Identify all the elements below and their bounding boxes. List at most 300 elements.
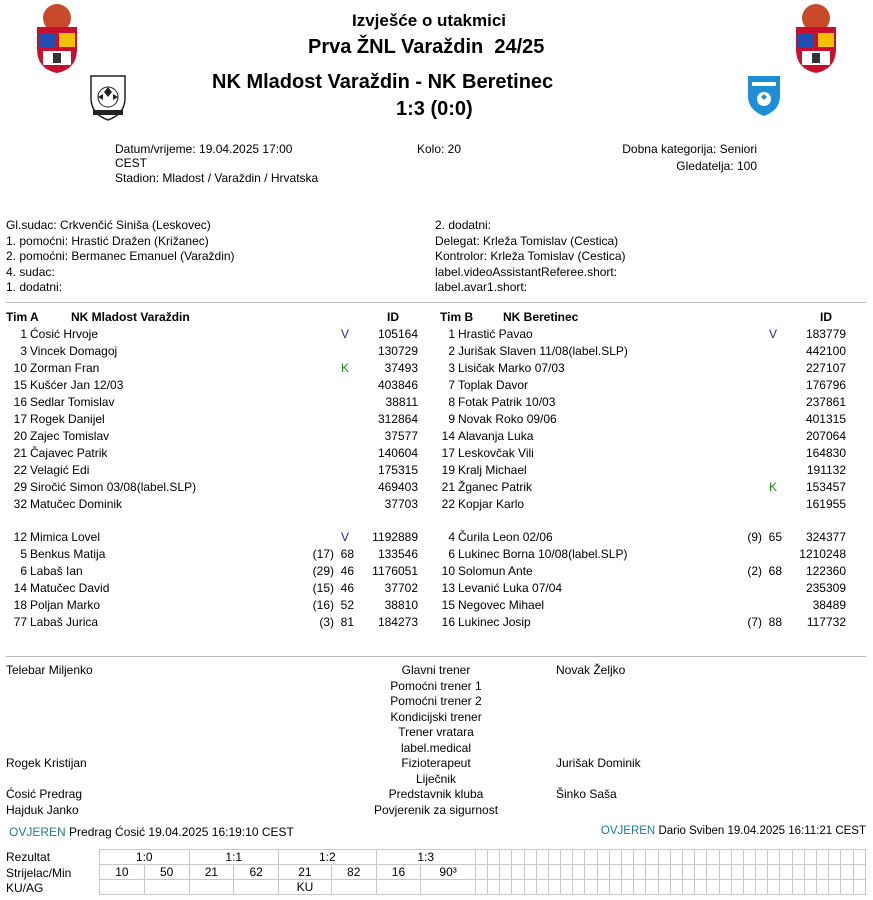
official-line: 1. pomoćni: Hrastić Dražen (Križanec) xyxy=(6,233,209,248)
player-row xyxy=(0,377,420,394)
player-number: 9 xyxy=(448,412,455,426)
empty-cell xyxy=(609,850,621,865)
sub-minute: 52 xyxy=(340,598,354,612)
player-number: 16 xyxy=(441,615,455,629)
staff-role: Kondicijski trener xyxy=(390,710,482,724)
player-row xyxy=(428,580,848,597)
official-line: label.videoAssistantReferee.short: xyxy=(435,264,618,279)
player-name: Leskovčak Vili xyxy=(458,446,534,460)
sub-for: (16) xyxy=(312,598,334,612)
player-id: 153457 xyxy=(805,480,846,494)
result-cell: 1:2 xyxy=(279,850,377,865)
result-cell: 1:1 xyxy=(189,850,279,865)
player-id: 164830 xyxy=(805,446,846,460)
beretinec-logo xyxy=(746,72,782,118)
sub-for: (17) xyxy=(312,547,334,561)
player-name: Labaš Jurica xyxy=(30,615,99,629)
empty-cell xyxy=(646,880,658,895)
player-number: 32 xyxy=(13,497,27,511)
player-number: 1 xyxy=(20,327,27,341)
empty-cell xyxy=(487,850,499,865)
player-id: 105164 xyxy=(377,327,418,341)
empty-cell xyxy=(573,880,585,895)
match-datetime: Datum/vrijeme: 19.04.2025 17:00 xyxy=(115,142,293,156)
empty-cell xyxy=(597,880,609,895)
spectators: Gledatelja: 100 xyxy=(676,159,757,173)
empty-cell xyxy=(524,865,536,880)
player-id: 133546 xyxy=(377,547,418,561)
player-name: Vincek Domagoj xyxy=(30,344,118,358)
sub-minute: 88 xyxy=(768,615,782,629)
empty-cell xyxy=(731,850,743,865)
player-number: 14 xyxy=(13,581,27,595)
empty-cell xyxy=(670,880,682,895)
player-name: Ćosić Hrvoje xyxy=(30,327,99,341)
mladost-logo xyxy=(87,70,129,122)
team-b-id-header: ID xyxy=(820,310,832,324)
empty-cell xyxy=(500,880,512,895)
player-name: Hrastić Pavao xyxy=(458,327,533,341)
player-id: 403846 xyxy=(377,378,418,392)
empty-cell xyxy=(561,850,573,865)
empty-cell xyxy=(634,880,646,895)
empty-cell xyxy=(487,865,499,880)
sub-for: (3) xyxy=(319,615,334,629)
empty-cell xyxy=(670,865,682,880)
team-a-label: Tim A xyxy=(6,310,39,324)
goalkeeper-badge: V xyxy=(341,530,350,544)
sub-minute: 46 xyxy=(340,581,354,595)
official-line: 1. dodatni: xyxy=(6,280,63,294)
empty-cell xyxy=(841,865,853,880)
player-number: 1 xyxy=(448,327,455,341)
player-number: 10 xyxy=(441,564,455,578)
player-number: 6 xyxy=(448,547,455,561)
player-row xyxy=(0,428,420,445)
empty-cell xyxy=(548,865,560,880)
official-line: label.avar1.short: xyxy=(435,280,528,294)
empty-cell xyxy=(743,880,755,895)
empty-cell xyxy=(707,880,719,895)
official-line: Delegat: Krleža Tomislav (Cestica) xyxy=(435,233,619,248)
goalkeeper-badge: V xyxy=(341,327,350,341)
player-name: Negovec Mihael xyxy=(458,598,545,612)
player-row xyxy=(428,462,848,479)
player-number: 3 xyxy=(448,361,455,375)
empty-cell xyxy=(487,880,499,895)
empty-cell xyxy=(585,850,597,865)
empty-cell xyxy=(707,850,719,865)
player-number: 22 xyxy=(441,497,455,511)
player-name: Čurila Leon 02/06 xyxy=(458,530,553,544)
staff-role: Predstavnik kluba xyxy=(388,787,484,801)
player-number: 20 xyxy=(13,429,27,443)
scorer-cell: 10 xyxy=(100,865,145,880)
match-round: Kolo: 20 xyxy=(417,142,462,156)
player-name: Novak Roko 09/06 xyxy=(458,412,557,426)
player-number: 15 xyxy=(13,378,27,392)
player-row xyxy=(428,326,848,343)
player-id: 324377 xyxy=(805,530,846,544)
empty-cell xyxy=(561,865,573,880)
team-a-id-header: ID xyxy=(387,310,399,324)
player-row xyxy=(428,428,848,445)
empty-cell xyxy=(634,850,646,865)
player-id: 38811 xyxy=(385,395,418,409)
sub-minute: 68 xyxy=(768,564,782,578)
staff-team-a: Telebar Miljenko xyxy=(6,663,93,677)
scorer-cell: 62 xyxy=(234,865,279,880)
empty-cell xyxy=(817,865,829,880)
scoreline-results-row xyxy=(100,850,866,865)
player-row xyxy=(0,411,420,428)
player-name: Lisičak Marko 07/03 xyxy=(458,361,565,375)
empty-cell xyxy=(853,880,865,895)
player-number: 19 xyxy=(441,463,455,477)
player-name: Alavanja Luka xyxy=(458,429,534,443)
empty-cell xyxy=(780,880,792,895)
empty-cell xyxy=(768,880,780,895)
scoreline-label-scorer: Strijelac/Min xyxy=(6,866,72,880)
empty-cell xyxy=(609,880,621,895)
ku-cell xyxy=(100,880,145,895)
player-name: Fotak Patrik 10/03 xyxy=(458,395,556,409)
competition-title: Prva ŽNL Varaždin 24/25 xyxy=(308,36,545,58)
player-id: 176796 xyxy=(805,378,846,392)
scorer-cell: 90³ xyxy=(421,865,475,880)
player-id: 183779 xyxy=(805,327,846,341)
player-id: 469403 xyxy=(377,480,418,494)
empty-cell xyxy=(536,850,548,865)
empty-cell xyxy=(670,850,682,865)
empty-cell xyxy=(622,865,634,880)
scorer-cell: 16 xyxy=(376,865,421,880)
empty-cell xyxy=(756,880,768,895)
staff-role: Fizioterapeut xyxy=(401,756,471,770)
staff-role: Glavni trener xyxy=(401,663,471,677)
sub-minute: 46 xyxy=(340,564,354,578)
sub-minute: 81 xyxy=(340,615,354,629)
sub-for: (15) xyxy=(312,581,334,595)
empty-cell xyxy=(719,880,731,895)
team-b-name: NK Beretinec xyxy=(503,310,579,324)
player-row xyxy=(428,546,848,563)
match-timezone: CEST xyxy=(115,156,148,170)
empty-cell xyxy=(768,850,780,865)
empty-cell xyxy=(622,850,634,865)
player-id: 161955 xyxy=(805,497,846,511)
ku-cell xyxy=(189,880,234,895)
player-name: Žganec Patrik xyxy=(458,480,533,494)
player-number: 6 xyxy=(20,564,27,578)
empty-cell xyxy=(829,865,841,880)
empty-cell xyxy=(548,850,560,865)
empty-cell xyxy=(658,880,670,895)
empty-cell xyxy=(500,865,512,880)
sub-for: (7) xyxy=(747,615,762,629)
goalkeeper-badge: V xyxy=(769,327,778,341)
player-name: Kopjar Karlo xyxy=(458,497,525,511)
player-id: 227107 xyxy=(805,361,846,375)
empty-cell xyxy=(475,880,487,895)
empty-cell xyxy=(682,850,694,865)
empty-cell xyxy=(658,865,670,880)
player-name: Siročić Simon 03/08(label.SLP) xyxy=(30,480,197,494)
ku-cell xyxy=(376,880,421,895)
player-row xyxy=(0,479,420,496)
empty-cell xyxy=(743,850,755,865)
verified-by-right: Dario Sviben 19.04.2025 16:11:21 CEST xyxy=(658,825,866,837)
player-number: 21 xyxy=(13,446,27,460)
staff-role: label.medical xyxy=(400,741,472,755)
player-row xyxy=(0,563,420,580)
player-id: 235309 xyxy=(805,581,846,595)
player-name: Velagić Edi xyxy=(30,463,90,477)
empty-cell xyxy=(804,850,816,865)
match-stadium: Stadion: Mladost / Varaždin / Hrvatska xyxy=(115,171,319,185)
player-number: 12 xyxy=(13,530,27,544)
player-name: Kušćer Jan 12/03 xyxy=(30,378,124,392)
empty-cell xyxy=(695,880,707,895)
player-number: 5 xyxy=(20,547,27,561)
player-id: 1192889 xyxy=(372,530,418,544)
player-name: Zajec Tomislav xyxy=(30,429,110,443)
player-row xyxy=(428,360,848,377)
empty-cell xyxy=(756,865,768,880)
player-number: 77 xyxy=(13,615,27,629)
player-number: 17 xyxy=(13,412,27,426)
player-row xyxy=(0,597,420,614)
empty-cell xyxy=(475,865,487,880)
player-id: 38489 xyxy=(812,598,846,612)
player-number: 2 xyxy=(448,344,455,358)
empty-cell xyxy=(597,865,609,880)
ku-cell xyxy=(331,880,376,895)
result-cell: 1:3 xyxy=(376,850,475,865)
empty-cell xyxy=(792,880,804,895)
player-id: 442100 xyxy=(805,344,846,358)
verified-status-right: OVJEREN xyxy=(600,825,656,837)
empty-cell xyxy=(585,880,597,895)
player-name: Toplak Davor xyxy=(458,378,529,392)
sub-for: (2) xyxy=(747,564,762,578)
empty-cell xyxy=(780,850,792,865)
player-name: Sedlar Tomislav xyxy=(30,395,115,409)
player-id: 1176051 xyxy=(372,564,418,578)
empty-cell xyxy=(829,880,841,895)
scorer-cell: 21 xyxy=(279,865,332,880)
county-crest-left xyxy=(29,3,85,75)
player-row xyxy=(0,394,420,411)
player-id: 191132 xyxy=(806,463,846,477)
scorer-cell: 50 xyxy=(144,865,189,880)
empty-cell xyxy=(817,880,829,895)
empty-cell xyxy=(573,850,585,865)
empty-cell xyxy=(658,850,670,865)
empty-cell xyxy=(512,865,524,880)
empty-cell xyxy=(743,865,755,880)
player-name: Jurišak Slaven 11/08(label.SLP) xyxy=(458,344,628,358)
divider xyxy=(6,656,866,657)
team-a-name: NK Mladost Varaždin xyxy=(71,310,190,324)
player-row xyxy=(0,343,420,360)
player-number: 16 xyxy=(13,395,27,409)
empty-cell xyxy=(682,880,694,895)
player-number: 3 xyxy=(20,344,27,358)
staff-role: Liječnik xyxy=(415,772,457,786)
player-id: 207064 xyxy=(805,429,846,443)
staff-team-b: Jurišak Dominik xyxy=(556,756,641,770)
scoreline-label-ku: KU/AG xyxy=(6,881,44,895)
player-name: Levanić Luka 07/04 xyxy=(458,581,563,595)
captain-badge: K xyxy=(769,480,778,494)
staff-team-a: Ćosić Predrag xyxy=(6,787,83,801)
empty-cell xyxy=(756,850,768,865)
player-row xyxy=(428,479,848,496)
match-title: NK Mladost Varaždin - NK Beretinec xyxy=(212,71,554,93)
player-row xyxy=(428,377,848,394)
player-number: 29 xyxy=(13,480,27,494)
empty-cell xyxy=(817,850,829,865)
empty-cell xyxy=(561,880,573,895)
sub-for: (29) xyxy=(312,564,334,578)
official-line: Gl.sudac: Crkvenčić Siniša (Leskovec) xyxy=(6,218,211,232)
ku-cell xyxy=(421,880,475,895)
player-id: 122360 xyxy=(805,564,846,578)
staff-role: Povjerenik za sigurnost xyxy=(373,803,499,817)
empty-cell xyxy=(731,880,743,895)
empty-cell xyxy=(853,865,865,880)
staff-team-a: Hajduk Janko xyxy=(6,803,79,817)
player-id: 1210248 xyxy=(799,547,846,561)
staff-team-b: Novak Željko xyxy=(556,663,626,677)
empty-cell xyxy=(536,880,548,895)
empty-cell xyxy=(731,865,743,880)
player-name: Čajavec Patrik xyxy=(30,446,108,460)
ku-cell xyxy=(144,880,189,895)
player-row xyxy=(428,496,848,513)
player-row xyxy=(0,546,420,563)
player-row xyxy=(0,326,420,343)
empty-cell xyxy=(682,865,694,880)
empty-cell xyxy=(719,865,731,880)
player-id: 37493 xyxy=(384,361,418,375)
scoreline-label-result: Rezultat xyxy=(6,850,51,864)
empty-cell xyxy=(829,850,841,865)
empty-cell xyxy=(792,850,804,865)
verification-left xyxy=(9,825,294,839)
player-row xyxy=(0,462,420,479)
player-row xyxy=(428,343,848,360)
player-row xyxy=(428,394,848,411)
empty-cell xyxy=(524,880,536,895)
player-row xyxy=(0,445,420,462)
player-name: Benkus Matija xyxy=(30,547,106,561)
player-id: 130729 xyxy=(377,344,418,358)
official-line: 2. dodatni: xyxy=(435,218,492,232)
empty-cell xyxy=(585,865,597,880)
player-number: 22 xyxy=(13,463,27,477)
empty-cell xyxy=(500,850,512,865)
empty-cell xyxy=(707,865,719,880)
scoreline-table xyxy=(99,849,866,895)
staff-role: Trener vratara xyxy=(398,725,474,739)
player-name: Lukinec Josip xyxy=(458,615,531,629)
player-name: Solomun Ante xyxy=(458,564,533,578)
player-name: Lukinec Borna 10/08(label.SLP) xyxy=(458,547,628,561)
match-score: 1:3 (0:0) xyxy=(396,98,473,120)
empty-cell xyxy=(695,865,707,880)
player-name: Matučec David xyxy=(30,581,110,595)
player-id: 312864 xyxy=(377,412,418,426)
scorer-cell: 82 xyxy=(331,865,376,880)
team-b-label: Tim B xyxy=(440,310,474,324)
empty-cell xyxy=(841,880,853,895)
report-title: Izvješće o utakmici xyxy=(352,11,507,30)
player-name: Mimica Lovel xyxy=(30,530,101,544)
player-row xyxy=(0,614,420,631)
empty-cell xyxy=(768,865,780,880)
sub-for: (9) xyxy=(747,530,762,544)
verification-right xyxy=(601,825,866,837)
empty-cell xyxy=(475,850,487,865)
staff-team-a: Rogek Kristijan xyxy=(6,756,87,770)
empty-cell xyxy=(597,850,609,865)
player-name: Rogek Danijel xyxy=(30,412,105,426)
age-category: Dobna kategorija: Seniori xyxy=(622,142,757,156)
player-number: 7 xyxy=(448,378,455,392)
player-number: 18 xyxy=(13,598,27,612)
player-name: Matučec Dominik xyxy=(30,497,123,511)
captain-badge: K xyxy=(341,361,350,375)
ku-cell: KU xyxy=(279,880,332,895)
empty-cell xyxy=(548,880,560,895)
official-line: 2. pomoćni: Bermanec Emanuel (Varaždin) xyxy=(6,249,235,263)
empty-cell xyxy=(853,850,865,865)
staff-team-b: Šinko Saša xyxy=(556,787,617,801)
player-name: Zorman Fran xyxy=(30,361,100,375)
verified-status-left: OVJEREN xyxy=(9,825,66,839)
player-row xyxy=(0,496,420,513)
player-name: Poljan Marko xyxy=(30,598,101,612)
official-line: 4. sudac: xyxy=(6,264,55,279)
player-id: 175315 xyxy=(377,463,418,477)
county-crest-right xyxy=(788,3,844,75)
empty-cell xyxy=(536,865,548,880)
player-name: Kralj Michael xyxy=(458,463,527,477)
empty-cell xyxy=(573,865,585,880)
empty-cell xyxy=(695,850,707,865)
player-id: 140604 xyxy=(377,446,418,460)
empty-cell xyxy=(512,850,524,865)
official-line: Kontrolor: Krleža Tomislav (Cestica) xyxy=(435,249,626,263)
staff-role: Pomoćni trener 1 xyxy=(390,679,482,693)
sub-minute: 68 xyxy=(340,547,354,561)
player-row xyxy=(0,529,420,546)
player-number: 14 xyxy=(441,429,455,443)
player-id: 37577 xyxy=(384,429,418,443)
divider xyxy=(6,302,866,303)
empty-cell xyxy=(804,865,816,880)
scoreline-ku-row xyxy=(100,880,866,895)
player-id: 237861 xyxy=(805,395,846,409)
empty-cell xyxy=(804,880,816,895)
empty-cell xyxy=(512,880,524,895)
empty-cell xyxy=(841,850,853,865)
player-number: 13 xyxy=(441,581,455,595)
empty-cell xyxy=(609,865,621,880)
empty-cell xyxy=(646,865,658,880)
